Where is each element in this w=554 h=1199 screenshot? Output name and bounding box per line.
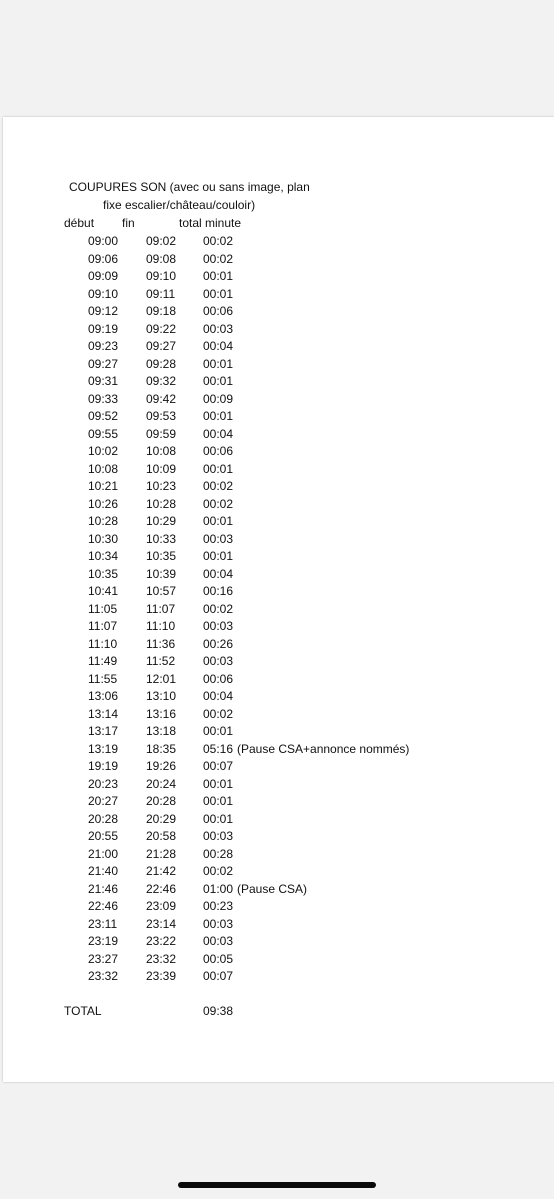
cell-total: 00:02 — [203, 601, 234, 616]
cell-start: 11:55 — [88, 671, 118, 686]
cell-total: 00:01 — [203, 269, 234, 283]
cell-total: 00:06 — [203, 304, 234, 318]
table-row — [3, 373, 554, 391]
cell-total: 00:01 — [203, 514, 234, 528]
cell-total: 00:02 — [203, 706, 234, 721]
cell-total: 00:07 — [203, 759, 234, 773]
cell-total: 00:04 — [203, 426, 234, 441]
document-page — [3, 117, 554, 1082]
cell-start: 11:49 — [88, 654, 118, 668]
cell-start: 09:06 — [88, 251, 119, 266]
cell-total: 00:02 — [203, 864, 234, 878]
cell-start: 20:28 — [88, 811, 119, 826]
cell-total: 00:03 — [203, 829, 234, 843]
cell-end: 11:07 — [146, 601, 176, 616]
cell-end: 09:02 — [146, 234, 177, 248]
cell-end: 10:57 — [146, 584, 177, 598]
table-row — [3, 601, 554, 619]
cell-start: 22:46 — [88, 899, 119, 913]
table-row — [3, 741, 554, 759]
cell-total: 00:07 — [203, 969, 234, 983]
cell-end: 11:52 — [146, 654, 176, 668]
cell-end: 09:32 — [146, 374, 177, 388]
cell-end: 13:16 — [146, 706, 177, 721]
cell-end: 23:39 — [146, 969, 177, 983]
cell-start: 23:11 — [88, 916, 118, 931]
cell-total: 00:01 — [203, 794, 234, 808]
cell-total: 00:16 — [203, 584, 234, 598]
cell-total: 00:06 — [203, 444, 234, 458]
cell-end: 20:29 — [146, 811, 177, 826]
table-row — [3, 548, 554, 566]
table-row — [3, 391, 554, 409]
cell-end: 10:35 — [146, 549, 177, 563]
total-label: TOTAL — [64, 1004, 102, 1018]
table-row — [3, 636, 554, 654]
table-row — [3, 898, 554, 916]
table-row — [3, 863, 554, 881]
cell-start: 13:14 — [88, 706, 119, 721]
cell-start: 10:21 — [88, 479, 119, 493]
cell-end: 10:39 — [146, 566, 177, 581]
cell-start: 23:32 — [88, 969, 119, 983]
cell-start: 09:12 — [88, 304, 119, 318]
cell-end: 12:01 — [146, 671, 177, 686]
cell-start: 13:17 — [88, 724, 119, 738]
cell-start: 09:10 — [88, 286, 119, 301]
cell-end: 09:10 — [146, 269, 177, 283]
cell-start: 10:41 — [88, 584, 119, 598]
cell-end: 10:28 — [146, 496, 177, 511]
cell-end: 10:23 — [146, 479, 177, 493]
cell-total: 00:02 — [203, 479, 234, 493]
cell-total: 00:01 — [203, 409, 234, 423]
table-row — [3, 951, 554, 969]
cell-total: 00:04 — [203, 566, 234, 581]
cell-start: 10:02 — [88, 444, 119, 458]
cell-total: 00:09 — [203, 391, 234, 406]
cell-total: 00:03 — [203, 619, 234, 633]
cell-total: 00:02 — [203, 251, 234, 266]
cell-end: 10:33 — [146, 531, 177, 546]
cell-end: 09:27 — [146, 339, 177, 353]
table-row — [3, 811, 554, 829]
cuts-table — [3, 233, 554, 986]
table-row — [3, 706, 554, 724]
cell-end: 09:08 — [146, 251, 177, 266]
cell-end: 09:59 — [146, 426, 177, 441]
table-row — [3, 671, 554, 689]
table-row — [3, 303, 554, 321]
cell-note: (Pause CSA) — [237, 881, 308, 896]
cell-start: 21:46 — [88, 881, 119, 896]
table-row — [3, 618, 554, 636]
cell-start: 21:40 — [88, 864, 119, 878]
cell-end: 23:09 — [146, 899, 177, 913]
table-row — [3, 513, 554, 531]
header-end: fin — [122, 216, 135, 230]
cell-end: 09:11 — [146, 286, 176, 301]
cell-start: 10:35 — [88, 566, 119, 581]
table-row — [3, 723, 554, 741]
cell-end: 18:35 — [146, 741, 177, 756]
cell-total: 00:01 — [203, 776, 234, 791]
cell-total: 00:02 — [203, 234, 234, 248]
cell-start: 09:52 — [88, 409, 119, 423]
document-title: COUPURES SON (avec ou sans image, plan — [69, 180, 310, 194]
cell-total: 00:03 — [203, 531, 234, 546]
table-row — [3, 478, 554, 496]
cell-start: 11:10 — [88, 636, 118, 651]
header-total: total minute — [179, 216, 242, 230]
table-row — [3, 531, 554, 549]
cell-total: 00:04 — [203, 339, 234, 353]
cell-total: 00:03 — [203, 934, 234, 948]
cell-start: 13:19 — [88, 741, 119, 756]
cell-start: 20:23 — [88, 776, 119, 791]
cell-total: 00:01 — [203, 549, 234, 563]
cell-total: 01:00 — [203, 881, 234, 896]
cell-start: 09:31 — [88, 374, 119, 388]
table-row — [3, 968, 554, 986]
table-row — [3, 688, 554, 706]
home-indicator[interactable] — [178, 1182, 376, 1188]
cell-total: 00:01 — [203, 811, 234, 826]
table-row — [3, 233, 554, 251]
table-row — [3, 933, 554, 951]
cell-start: 23:27 — [88, 951, 119, 966]
cell-start: 10:34 — [88, 549, 119, 563]
cell-start: 19:19 — [88, 759, 119, 773]
cell-start: 11:07 — [88, 619, 118, 633]
table-row — [3, 338, 554, 356]
cell-end: 13:10 — [146, 689, 177, 703]
cell-start: 20:27 — [88, 794, 119, 808]
cell-start: 20:55 — [88, 829, 119, 843]
cell-end: 23:14 — [146, 916, 177, 931]
table-row — [3, 793, 554, 811]
cell-end: 10:09 — [146, 461, 177, 476]
table-row — [3, 321, 554, 339]
cell-start: 23:19 — [88, 934, 119, 948]
cell-end: 23:22 — [146, 934, 177, 948]
cell-start: 10:26 — [88, 496, 119, 511]
cell-end: 09:22 — [146, 321, 177, 336]
table-row — [3, 251, 554, 269]
cell-start: 09:33 — [88, 391, 119, 406]
cell-end: 19:26 — [146, 759, 177, 773]
table-row — [3, 496, 554, 514]
cell-end: 09:53 — [146, 409, 177, 423]
table-row — [3, 583, 554, 601]
cell-total: 00:03 — [203, 916, 234, 931]
cell-start: 21:00 — [88, 846, 119, 861]
cell-end: 09:42 — [146, 391, 177, 406]
cell-end: 21:42 — [146, 864, 177, 878]
table-row — [3, 916, 554, 934]
cell-total: 00:06 — [203, 671, 234, 686]
cell-end: 20:28 — [146, 794, 177, 808]
table-row — [3, 828, 554, 846]
cell-start: 09:19 — [88, 321, 119, 336]
cell-end: 10:08 — [146, 444, 177, 458]
table-row — [3, 443, 554, 461]
cell-start: 09:00 — [88, 234, 119, 248]
cell-end: 21:28 — [146, 846, 177, 861]
cell-end: 20:58 — [146, 829, 177, 843]
cell-total: 00:02 — [203, 496, 234, 511]
cell-end: 09:28 — [146, 356, 177, 371]
table-row — [3, 653, 554, 671]
cell-total: 00:01 — [203, 356, 234, 371]
cell-end: 23:32 — [146, 951, 177, 966]
table-row — [3, 286, 554, 304]
document-subtitle: fixe escalier/château/couloir) — [103, 198, 256, 212]
cell-start: 09:23 — [88, 339, 119, 353]
cell-total: 00:26 — [203, 636, 234, 651]
table-row — [3, 408, 554, 426]
table-row — [3, 356, 554, 374]
cell-start: 09:55 — [88, 426, 119, 441]
cell-total: 05:16 — [203, 741, 234, 756]
cell-total: 00:05 — [203, 951, 234, 966]
table-row — [3, 461, 554, 479]
cell-total: 00:28 — [203, 846, 234, 861]
cell-total: 00:01 — [203, 374, 234, 388]
cell-note: (Pause CSA+annonce nommés) — [237, 741, 410, 756]
cell-start: 13:06 — [88, 689, 119, 703]
cell-total: 00:01 — [203, 724, 234, 738]
cell-start: 10:30 — [88, 531, 119, 546]
cell-total: 00:03 — [203, 654, 234, 668]
cell-end: 11:36 — [146, 636, 176, 651]
table-row — [3, 846, 554, 864]
table-row — [3, 881, 554, 899]
header-start: début — [64, 216, 95, 230]
cell-start: 10:28 — [88, 514, 119, 528]
cell-end: 10:29 — [146, 514, 177, 528]
cell-total: 00:23 — [203, 899, 234, 913]
table-row — [3, 758, 554, 776]
cell-total: 00:04 — [203, 689, 234, 703]
cell-end: 11:10 — [146, 619, 176, 633]
table-row — [3, 268, 554, 286]
cell-total: 00:01 — [203, 461, 234, 476]
cell-end: 09:18 — [146, 304, 177, 318]
cell-total: 00:03 — [203, 321, 234, 336]
table-row — [3, 776, 554, 794]
cell-start: 10:08 — [88, 461, 119, 476]
cell-total: 00:01 — [203, 286, 234, 301]
total-value: 09:38 — [203, 1004, 234, 1018]
cell-end: 20:24 — [146, 776, 177, 791]
cell-start: 09:09 — [88, 269, 119, 283]
cell-start: 11:05 — [88, 601, 118, 616]
cell-end: 22:46 — [146, 881, 177, 896]
cell-start: 09:27 — [88, 356, 119, 371]
table-row — [3, 566, 554, 584]
table-row — [3, 426, 554, 444]
cell-end: 13:18 — [146, 724, 177, 738]
